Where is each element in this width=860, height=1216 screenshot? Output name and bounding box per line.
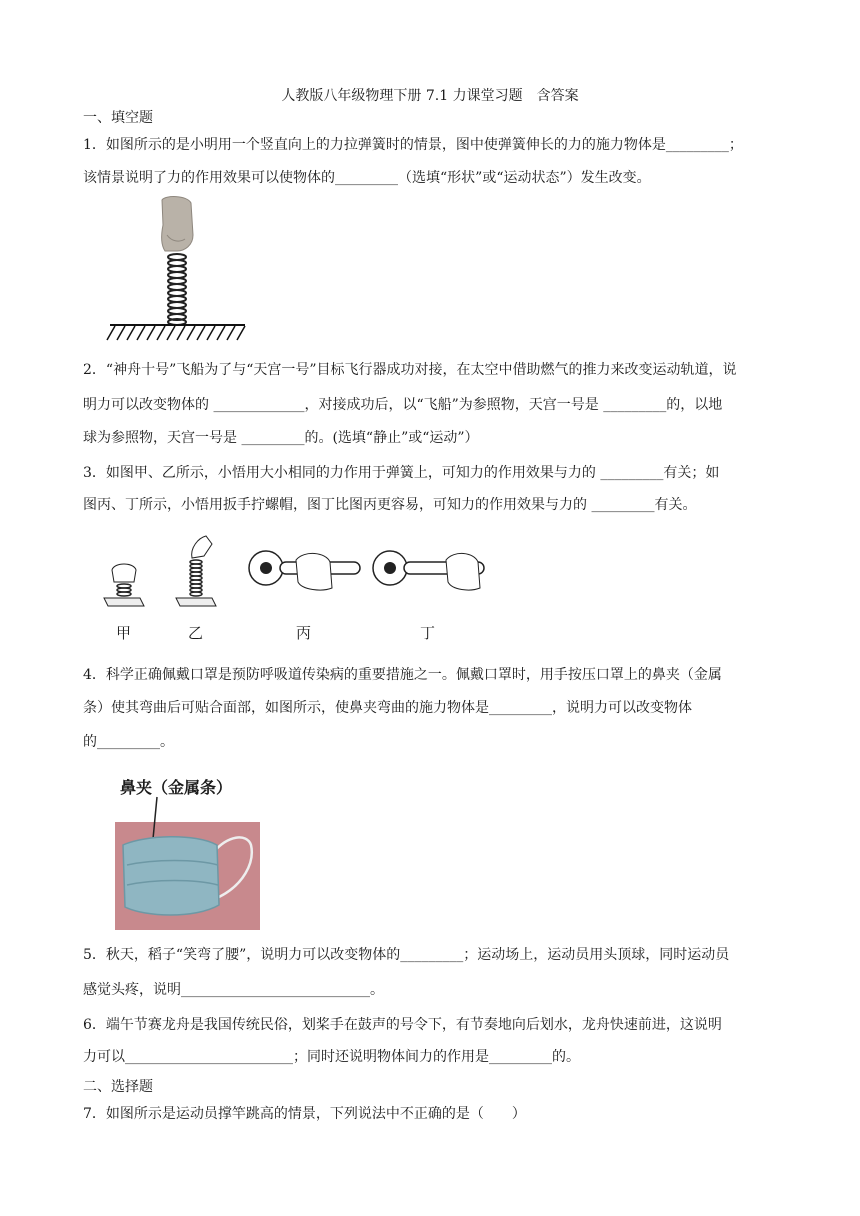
q4-line-1: 4．科学正确佩戴口罩是预防呼吸道传染病的重要措施之一。佩戴口罩时，用手按压口罩上的鼻夹（金属 xyxy=(83,667,722,683)
figure-spring-hand xyxy=(105,195,250,350)
panel-jia xyxy=(104,564,144,606)
q2-line-1: 2．“神舟十号”飞船为了与“天宫一号”目标飞行器成功对接，在太空中借助燃气的推力来改变运动轨道，说 xyxy=(83,362,737,378)
panel-ding xyxy=(373,551,484,590)
label-ding: 丁 xyxy=(420,624,436,642)
q1-line-1: 1．如图所示的是小明用一个竖直向上的力拉弹簧时的情景，图中使弹簧伸长的力的施力物体是_________； xyxy=(83,137,743,153)
label-jia: 甲 xyxy=(116,624,132,642)
panel-bing xyxy=(249,551,360,590)
q3-line-1: 3．如图甲、乙所示，小悟用大小相同的力作用于弹簧上，可知力的作用效果与力的 _________有关；如 xyxy=(83,465,720,481)
q6-line-2: 力可以________________________；同时还说明物体间力的作用是_________的。 xyxy=(83,1049,580,1065)
panel-yi xyxy=(176,536,216,606)
label-yi: 乙 xyxy=(188,624,204,642)
q3-line-2: 图丙、丁所示，小悟用扳手拧螺帽，图丁比图丙更容易，可知力的作用效果与力的 _________有关。 xyxy=(83,497,697,513)
q1-line-2: 该情景说明了力的作用效果可以使物体的_________（选填“形状”或“运动状态”）发生改变。 xyxy=(83,170,651,186)
q4-line-3: 的_________。 xyxy=(83,734,174,750)
nose-clip-label: 鼻夹（金属条） xyxy=(120,778,233,797)
q7-line-1: 7．如图所示是运动员撑竿跳高的情景，下列说法中不正确的是（ ） xyxy=(83,1106,526,1122)
label-bing: 丙 xyxy=(296,624,312,642)
section-fill-blank: 一、填空题 xyxy=(83,110,153,126)
q5-line-1: 5．秋天，稻子“笑弯了腰”，说明力可以改变物体的_________；运动场上，运动员用头顶球，同时运动员 xyxy=(83,947,730,963)
section-choice: 二、选择题 xyxy=(83,1079,153,1095)
q2-line-2: 明力可以改变物体的 _____________，对接成功后，以“飞船”为参照物，天宫一号是 _________的，以地 xyxy=(83,397,723,413)
page-title: 人教版八年级物理下册 7.1 力课堂习题 含答案 xyxy=(281,88,579,104)
q4-line-2: 条）使其弯曲后可贴合面部，如图所示，使鼻夹弯曲的施力物体是_________，说明力可以改变物体 xyxy=(83,700,692,716)
q2-line-3: 球为参照物，天宫一号是 _________的。(选填“静止”或“运动”） xyxy=(83,430,479,446)
figure-spring-wrench xyxy=(100,530,490,645)
q5-line-2: 感觉头疼，说明___________________________。 xyxy=(83,982,384,998)
q6-line-1: 6．端午节赛龙舟是我国传统民俗，划桨手在鼓声的号令下，有节奏地向后划水，龙舟快速前进，这说明 xyxy=(83,1017,722,1033)
figure-mask xyxy=(115,775,260,930)
